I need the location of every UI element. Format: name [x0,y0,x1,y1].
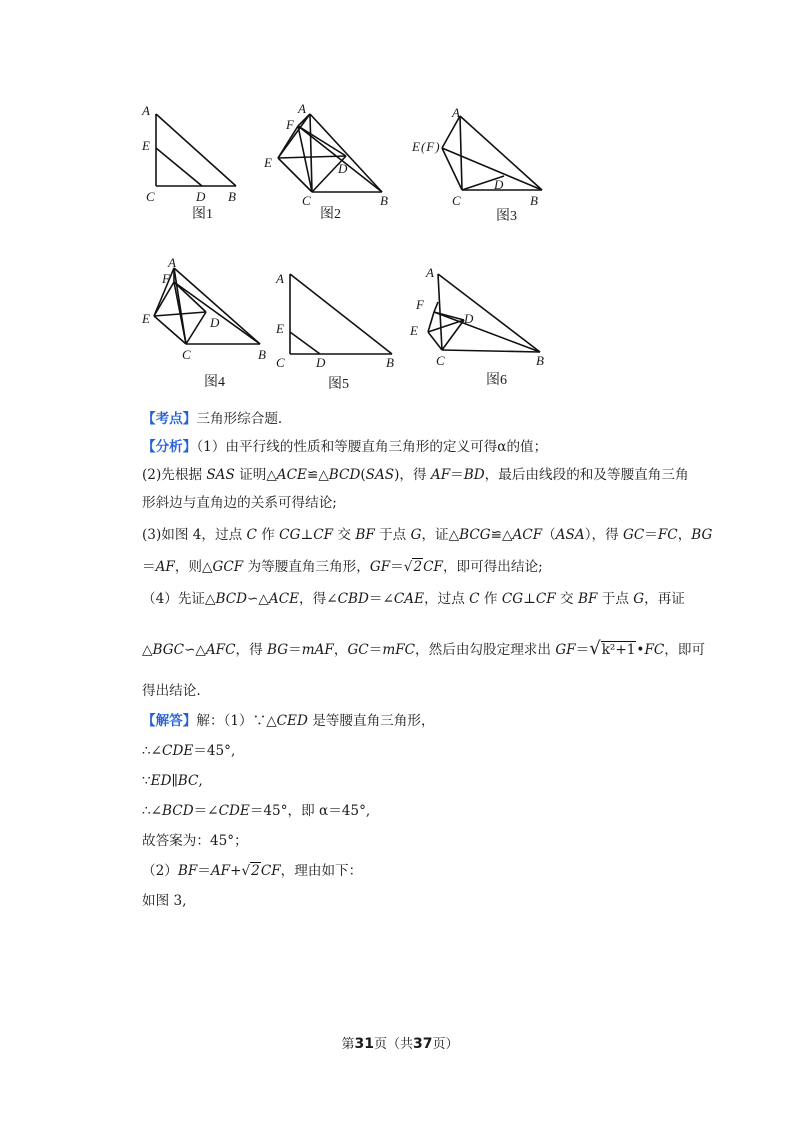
math-span: CF [423,559,443,575]
text-span: 作 [479,591,502,607]
math-span: CF [313,527,334,543]
text-span: ＝ [450,467,464,483]
fenxi-line-4 [142,526,712,544]
text-span: ，则△ [174,559,213,575]
fenxi-line-5 [142,558,543,576]
text-span: ＝ [288,642,302,658]
footer-text: 页（共 [373,1037,413,1052]
point-label-a: A [452,105,460,120]
point-label-a: A [298,101,306,116]
text-span: ，然后由勾股定理求出 [415,642,556,658]
point-label-e: E [142,138,150,153]
math-span: G [633,591,645,607]
text-span: 于点 [374,527,411,543]
math-span: SAS [206,467,235,483]
text-span: ，即可得出结论; [442,559,543,575]
text-span: ∴∠ [142,803,163,819]
point-label-d: D [494,177,504,192]
text-span: ，过点 [424,591,470,607]
text-span: ， [333,642,348,658]
text-span: ∥ [171,773,178,789]
figure-2 [262,100,402,224]
text-span: ⊥ [300,527,314,543]
radical-sign: √ [589,638,601,659]
fenxi-line-2 [142,466,689,484]
radicand: k²+1 [601,642,636,658]
text-span: （4）先证△ [142,591,216,607]
text-span: 是等腰直角三角形， [307,713,435,729]
point-label-e: E [264,155,272,170]
text-span: 交 [555,591,578,607]
total-pages: 37 [413,1036,433,1052]
text-span: ≌△ [306,467,329,483]
point-label-e: E [410,323,418,338]
figure-6 [404,262,558,392]
point-label-b: B [536,353,544,368]
point-label-c: C [452,193,461,208]
text-span: ，理由如下： [280,863,363,879]
radicand: 2 [413,559,423,575]
kaodian-tag: 【考点】 [142,411,197,427]
point-label-a: A [276,271,284,286]
point-label-a: A [426,265,434,280]
point-label-a: A [142,103,150,118]
math-span: CF [535,591,556,607]
math-span: mFC [382,642,416,658]
point-label-a: A [168,255,176,270]
figure-caption: 图3 [496,209,517,224]
math-span: CDE [162,743,194,759]
text-span: 于点 [597,591,634,607]
text-span: ＝45°, [193,743,236,759]
math-span: AF [430,467,451,483]
sqrt-expression [242,862,261,880]
text-span: ( [360,467,366,483]
text-span: 如图 3, [142,893,187,909]
text-span: ≌△ [490,527,513,543]
text-span: 解：（1）∵△ [196,713,277,729]
fenxi-tag: 【分析】 [142,439,197,455]
jieda-line-2 [142,742,235,760]
figure-caption: 图6 [486,373,507,388]
math-span: ACF [512,527,543,543]
figure-4-drawing [140,254,276,394]
text-span: ∽△ [247,591,269,607]
math-span: AF [210,863,231,879]
text-span: ＝45°，即 α＝45°, [249,803,371,819]
point-label-c: C [276,355,285,370]
text-span: ，最后由线段的和及等腰直角三角 [484,467,689,483]
footer-text: 页） [432,1037,459,1052]
point-label-b: B [228,189,236,204]
fenxi-line-1 [142,438,547,456]
point-label-c: C [302,193,311,208]
math-span: BG [267,642,289,658]
math-span: CDE [218,803,250,819]
text-span: （2） [142,863,178,879]
text-span: ， [677,527,692,543]
math-span: FC [644,642,665,658]
text-span: ＝∠ [368,591,394,607]
math-span: BF [577,591,598,607]
radicand: 2 [251,863,260,879]
jieda-line-5 [142,832,248,850]
text-span: 交 [333,527,356,543]
math-span: BC [177,773,199,789]
radical-sign: √ [241,863,251,879]
sqrt-expression [404,558,423,576]
sqrt-expression [589,640,636,659]
text-span: )，得 [394,467,431,483]
figure-caption: 图2 [320,207,341,222]
math-span: BF [177,863,198,879]
math-span: G [410,527,422,543]
figure-caption: 图1 [192,207,213,222]
math-span: mAF [301,642,334,658]
jieda-tag: 【解答】 [142,713,197,729]
radical-sign: √ [403,559,413,575]
math-span: CED [276,713,308,729]
point-label-f: F [416,297,424,312]
text-span: • [636,642,645,658]
text-span: ，再证 [644,591,685,607]
jieda-line-6 [142,862,362,880]
point-label-c: C [182,347,191,362]
jieda-line-4 [142,802,370,820]
math-span: ASA [555,527,585,543]
math-span: AF [155,559,175,575]
text-span: ＝ [197,863,211,879]
text-span: , [198,773,203,789]
point-label-d: D [316,355,326,370]
text-span: ，即可 [664,642,706,658]
footer-text: 第 [341,1037,355,1052]
point-label-b: B [380,193,388,208]
text-span: △ [142,642,153,658]
math-span: CG [501,591,524,607]
text-span: （ [542,527,556,543]
math-span: GC [347,642,369,658]
text-span: 证明△ [234,467,277,483]
math-span: ACE [268,591,300,607]
figure-5-drawing [272,266,402,394]
point-label-c: C [146,189,155,204]
kaodian-line [142,410,282,428]
math-span: GF [369,559,391,575]
math-span: BCD [215,591,248,607]
text-span: 形斜边与直角边的关系可得结论; [142,495,337,511]
text-span: 为等腰直角三角形， [243,559,370,575]
text-span: ，得 [235,642,268,658]
figure-4 [140,254,276,394]
figure-caption: 图4 [204,375,225,390]
math-span: FC [657,527,678,543]
point-label-d: D [196,189,206,204]
math-span: BG [691,527,713,543]
text-span: 故答案为：45°； [142,833,248,849]
figure-1-drawing [140,104,250,224]
text-span: ＝∠ [193,803,219,819]
math-span: CBD [337,591,369,607]
fenxi-line-7 [142,640,705,659]
text-span: (2)先根据 [142,467,207,483]
math-span: BF [355,527,375,543]
fenxi-line-6 [142,590,685,608]
math-span: C [469,591,480,607]
text-span: ，证△ [421,527,460,543]
point-label-f: F [286,117,294,132]
point-label-c: C [436,353,445,368]
text-span: ），得 [584,527,623,543]
page-number: 31 [354,1036,374,1052]
text-span: ∴∠ [142,743,163,759]
math-span: CAE [393,591,425,607]
figure-5 [272,266,402,394]
figure-1 [140,104,250,224]
text-span: ＝ [368,642,383,658]
math-span: BCD [328,467,361,483]
math-span: SAS [365,467,395,483]
text-span: + [230,863,242,879]
math-span: CG [279,527,301,543]
jieda-line-7 [142,892,186,910]
fenxi-line-3 [142,494,337,512]
math-span: BGC [152,642,184,658]
point-label-ef: E(F) [412,139,441,154]
text-span: ⊥ [523,591,536,607]
point-label-b: B [530,193,538,208]
math-span: ED [150,773,172,789]
text-span: （1）由平行线的性质和等腰直角三角形的定义可得α的值； [196,439,548,455]
text-span: ＝ [575,642,590,658]
math-span: CF [260,863,281,879]
math-span: BCD [162,803,194,819]
math-span: BCG [459,527,491,543]
point-label-d: D [464,311,474,326]
fenxi-line-8 [142,682,201,700]
figure-6-drawing [404,262,558,392]
point-label-e: E [276,321,284,336]
jieda-line-1 [142,712,435,730]
math-span: AFC [205,642,236,658]
text-span: ＝ [142,559,156,575]
text-span: ∵ [142,773,151,789]
point-label-d: D [338,161,348,176]
point-label-b: B [386,355,394,370]
math-span: C [246,527,257,543]
text-span: ＝ [390,559,404,575]
point-label-f: F [162,271,170,286]
math-span: GC [623,527,645,543]
math-span: GF [555,642,576,658]
figure-3 [408,100,558,224]
math-span: GCF [212,559,244,575]
kaodian-text: 三角形综合题. [196,411,283,427]
page-footer [0,1036,800,1053]
text-span: 得出结论. [142,683,201,699]
point-label-b: B [258,347,266,362]
text-span: (3)如图 4，过点 [142,527,247,543]
text-span: 作 [256,527,280,543]
point-label-e: E [142,311,150,326]
math-span: BD [463,467,485,483]
text-span: ，得∠ [299,591,338,607]
math-span: ACE [276,467,307,483]
point-label-d: D [210,315,220,330]
figure-caption: 图5 [328,377,349,392]
jieda-line-3 [142,772,203,790]
text-span: ＝ [644,527,658,543]
text-span: ∽△ [183,642,206,658]
